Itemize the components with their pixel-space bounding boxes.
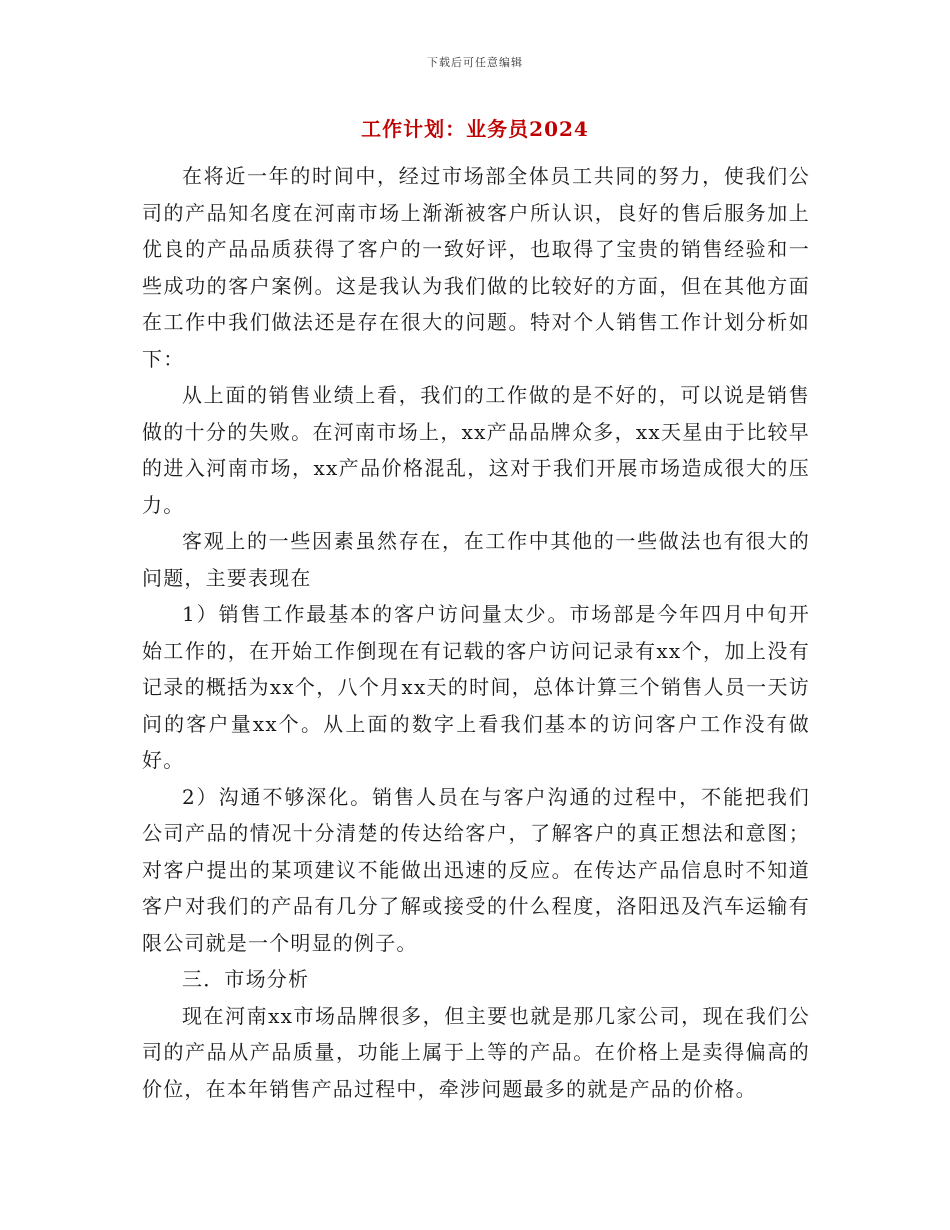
document-body	[142, 158, 810, 1107]
page-header-note: 下载后可任意编辑	[427, 56, 523, 69]
paragraph-market-analysis: 现在河南xx市场品牌很多，但主要也就是那几家公司，现在我们公司的产品从产品质量，功能上属于上等的产品。在价格上是卖得偏高的价位，在本年销售产品过程中，牵涉问题最多的就是产品的价格。	[142, 1003, 810, 1101]
paragraph-point-2: 2）沟通不够深化。销售人员在与客户沟通的过程中，不能把我们公司产品的情况十分清楚的传达给客户，了解客户的真正想法和意图；对客户提出的某项建议不能做出迅速的反应。在传达产品信息时不知道客户对我们的产品有几分了解或接受的什么程度，洛阳迅及汽车运输有限公司就是一个明显的例子。	[142, 784, 810, 955]
paragraph-problems-intro: 客观上的一些因素虽然存在，在工作中其他的一些做法也有很大的问题，主要表现在	[142, 529, 810, 590]
paragraph-point-1: 1）销售工作最基本的客户访问量太少。市场部是今年四月中旬开始工作的，在开始工作倒现在有记载的客户访问记录有xx个，加上没有记录的概括为xx个，八个月xx天的时间，总体计算三个销售人员一天访问的客户量xx个。从上面的数字上看我们基本的访问客户工作没有做好。	[142, 602, 810, 772]
document-title: 工作计划：业务员2024	[361, 117, 589, 141]
paragraph-sales-performance: 从上面的销售业绩上看，我们的工作做的是不好的，可以说是销售做的十分的失败。在河南市场上，xx产品品牌众多，xx天星由于比较早的进入河南市场，xx产品价格混乱，这对于我们开展市场造成很大的压力。	[142, 383, 810, 517]
paragraph-intro: 在将近一年的时间中，经过市场部全体员工共同的努力，使我们公司的产品知名度在河南市场上渐渐被客户所认识，良好的售后服务加上优良的产品品质获得了客户的一致好评，也取得了宝贵的销售经验和一些成功的客户案例。这是我认为我们做的比较好的方面，但在其他方面在工作中我们做法还是存在很大的问题。特对个人销售工作计划分析如下：	[142, 164, 810, 371]
section-heading-market-analysis: 三．市场分析	[182, 967, 310, 991]
